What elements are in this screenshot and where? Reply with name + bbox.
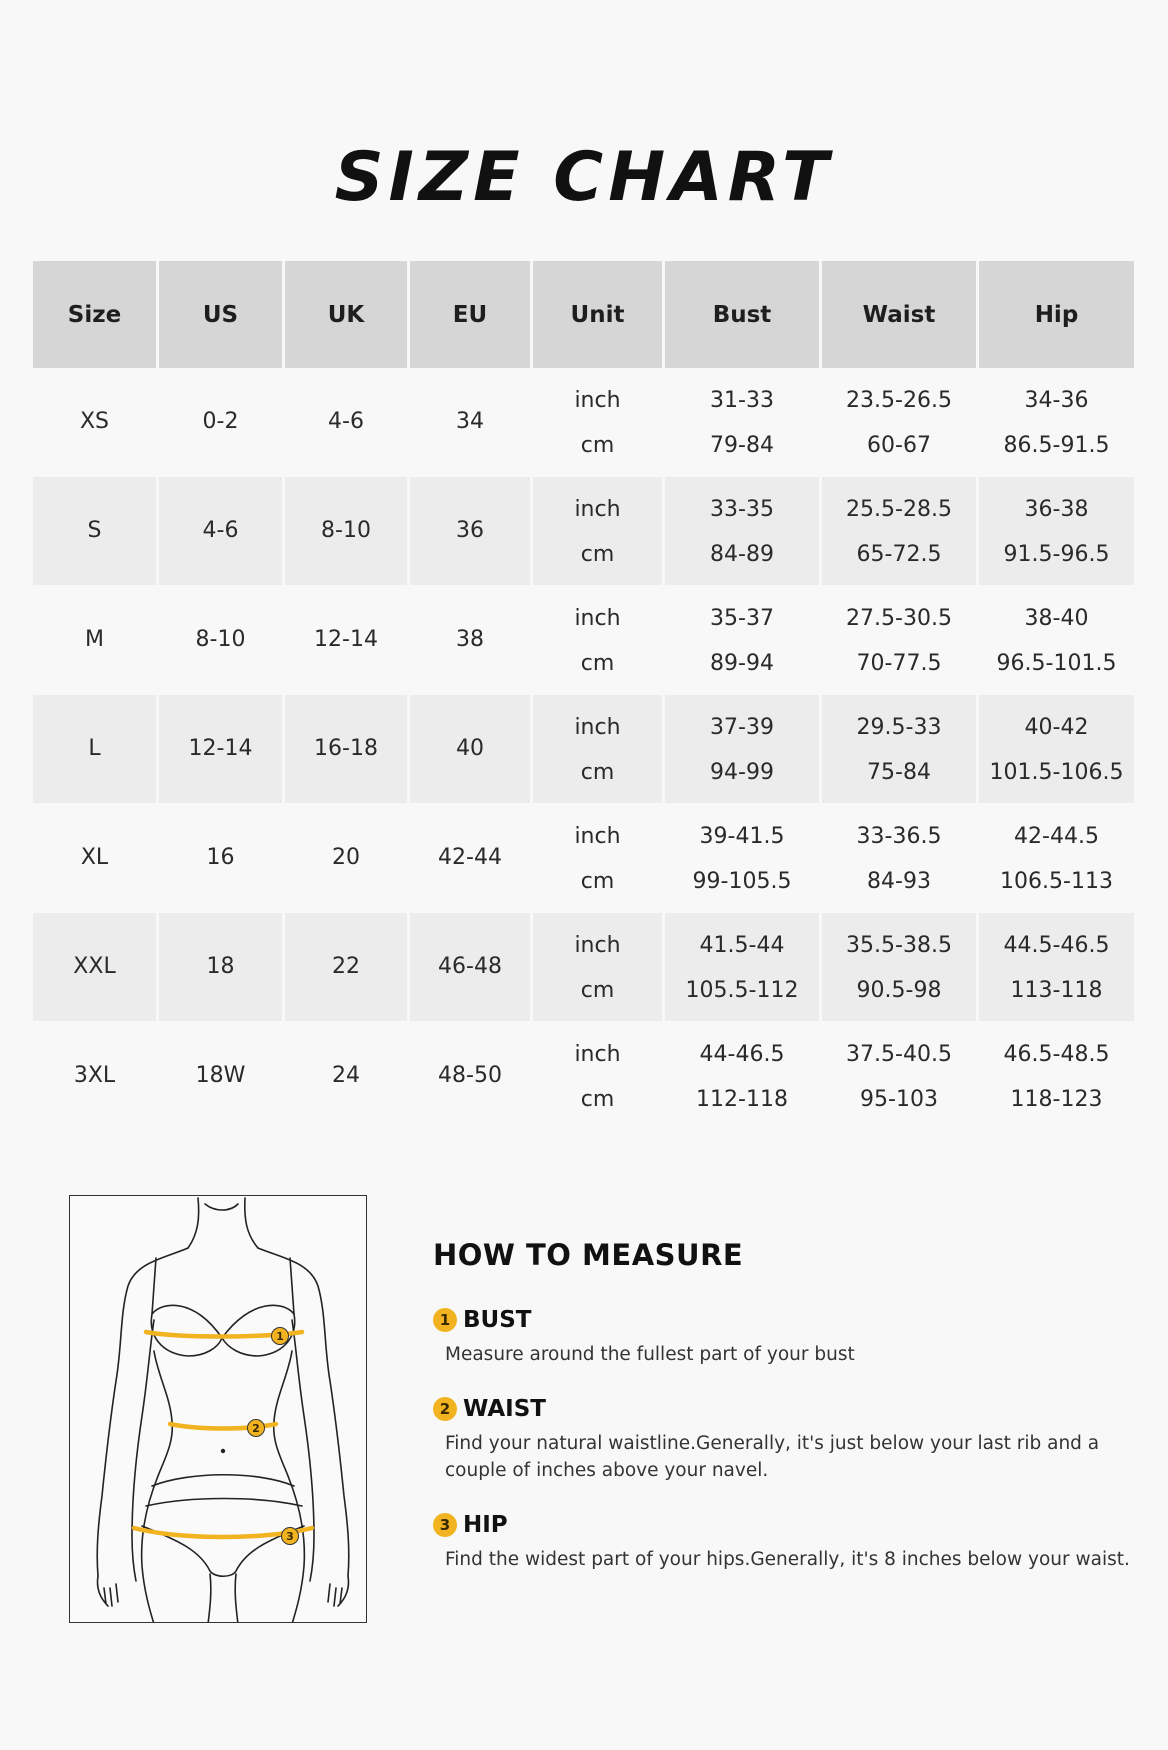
step-label: WAIST	[463, 1396, 546, 1422]
cell-eu	[410, 1022, 530, 1130]
cell-uk	[285, 804, 407, 912]
cell-unit-value: inch	[574, 714, 621, 740]
cell-uk-value: 22	[332, 954, 360, 980]
cell-bust	[665, 695, 819, 803]
svg-text:3: 3	[286, 1530, 294, 1543]
cell-bust-value: 79-84	[710, 432, 774, 458]
header-size: Size	[33, 261, 156, 368]
cell-size-value: XS	[79, 409, 110, 435]
cell-us	[159, 804, 282, 912]
cell-eu-value: 46-48	[438, 954, 502, 980]
table-row	[33, 1022, 1137, 1130]
cell-hip-value: 46.5-48.5	[1003, 1041, 1110, 1067]
cell-waist	[822, 804, 976, 912]
cell-bust	[665, 586, 819, 694]
cell-uk	[285, 913, 407, 1021]
cell-uk	[285, 368, 407, 476]
cell-us	[159, 477, 282, 585]
cell-eu-value: 42-44	[438, 845, 502, 871]
svg-text:1: 1	[276, 1330, 284, 1343]
cell-hip	[979, 368, 1134, 476]
cell-size-value: XL	[80, 845, 109, 871]
cell-waist	[822, 695, 976, 803]
cell-unit-value: inch	[574, 605, 621, 631]
step-hip	[433, 1512, 1133, 1573]
cell-uk	[285, 695, 407, 803]
cell-waist-value: 37.5-40.5	[846, 1041, 952, 1067]
cell-hip-value: 44.5-46.5	[1003, 932, 1110, 958]
cell-unit	[533, 695, 662, 803]
cell-waist	[822, 368, 976, 476]
svg-text:2: 2	[252, 1422, 260, 1435]
cell-bust	[665, 1022, 819, 1130]
header-bust: Bust	[665, 261, 819, 368]
cell-hip	[979, 695, 1134, 803]
page-title: SIZE CHART	[334, 138, 834, 217]
cell-bust-value: 99-105.5	[692, 868, 792, 894]
body-figure-illustration	[69, 1195, 367, 1623]
cell-waist	[822, 586, 976, 694]
cell-size	[33, 913, 156, 1021]
cell-hip-value: 101.5-106.5	[989, 759, 1124, 785]
cell-size	[33, 477, 156, 585]
cell-waist-value: 90.5-98	[856, 977, 942, 1003]
cell-unit	[533, 586, 662, 694]
header-us: US	[159, 261, 282, 368]
cell-waist-value: 84-93	[867, 868, 931, 894]
cell-size-value: M	[85, 627, 104, 653]
cell-bust	[665, 913, 819, 1021]
cell-hip-value: 34-36	[1024, 387, 1089, 413]
cell-unit-value: inch	[574, 1041, 621, 1067]
cell-bust-value: 39-41.5	[699, 823, 785, 849]
step-waist	[433, 1396, 1133, 1484]
cell-eu	[410, 913, 530, 1021]
body-measurement-illustration-icon	[70, 1196, 367, 1623]
cell-unit-value: inch	[574, 387, 621, 413]
cell-waist-value: 27.5-30.5	[846, 605, 952, 631]
cell-eu	[410, 368, 530, 476]
step-description: Find your natural waistline.Generally, it's just below your last rib and a couple of inches above your navel.	[445, 1433, 1100, 1481]
cell-unit-value: inch	[574, 496, 621, 522]
cell-waist	[822, 913, 976, 1021]
cell-us-value: 0-2	[202, 409, 239, 435]
table-row	[33, 586, 1137, 694]
cell-eu-value: 40	[456, 736, 484, 762]
cell-bust-value: 35-37	[710, 605, 774, 631]
cell-uk	[285, 1022, 407, 1130]
size-chart-table	[33, 261, 1137, 1131]
cell-size-value: S	[87, 518, 102, 544]
cell-size	[33, 695, 156, 803]
cell-uk-value: 4-6	[328, 409, 364, 435]
cell-size	[33, 368, 156, 476]
header-waist: Waist	[822, 261, 976, 368]
cell-uk-value: 8-10	[321, 518, 371, 544]
step-number-badge: 2	[433, 1397, 457, 1421]
cell-waist-value: 95-103	[860, 1086, 938, 1112]
cell-us-value: 12-14	[188, 736, 253, 762]
header-hip: Hip	[979, 261, 1134, 368]
header-eu: EU	[410, 261, 530, 368]
cell-waist-value: 75-84	[867, 759, 931, 785]
cell-waist-value: 60-67	[867, 432, 931, 458]
cell-us-value: 16	[206, 845, 235, 871]
step-description: Measure around the fullest part of your bust	[445, 1344, 855, 1365]
cell-eu-value: 38	[456, 627, 484, 653]
cell-unit-value: cm	[580, 1086, 615, 1112]
cell-hip	[979, 586, 1134, 694]
cell-hip-value: 38-40	[1024, 605, 1089, 631]
how-to-measure-section	[433, 1238, 1133, 1601]
cell-waist-value: 70-77.5	[856, 650, 942, 676]
cell-us-value: 18W	[195, 1063, 246, 1089]
cell-hip-value: 91.5-96.5	[1003, 541, 1110, 567]
cell-unit	[533, 913, 662, 1021]
table-row	[33, 913, 1137, 1021]
cell-hip-value: 40-42	[1024, 714, 1089, 740]
cell-hip	[979, 804, 1134, 912]
cell-bust-value: 33-35	[710, 496, 774, 522]
cell-hip-value: 106.5-113	[1000, 868, 1113, 894]
cell-bust-value: 31-33	[710, 387, 774, 413]
cell-us	[159, 1022, 282, 1130]
cell-bust-value: 94-99	[710, 759, 774, 785]
cell-unit	[533, 804, 662, 912]
cell-hip-value: 96.5-101.5	[996, 650, 1117, 676]
table-row	[33, 695, 1137, 803]
cell-uk-value: 16-18	[314, 736, 378, 762]
cell-uk-value: 24	[332, 1063, 360, 1089]
cell-eu-value: 36	[456, 518, 484, 544]
cell-us	[159, 695, 282, 803]
cell-waist	[822, 477, 976, 585]
cell-bust	[665, 804, 819, 912]
cell-unit-value: cm	[580, 650, 615, 676]
table-header-row	[33, 261, 1137, 368]
cell-bust-value: 37-39	[710, 714, 774, 740]
cell-us	[159, 913, 282, 1021]
cell-eu	[410, 804, 530, 912]
cell-unit-value: cm	[580, 541, 615, 567]
table-row	[33, 477, 1137, 585]
cell-hip-value: 42-44.5	[1014, 823, 1099, 849]
cell-size-value: 3XL	[73, 1063, 116, 1089]
table-row	[33, 368, 1137, 476]
cell-uk-value: 12-14	[314, 627, 378, 653]
cell-us-value: 8-10	[195, 627, 246, 653]
step-label: HIP	[463, 1512, 508, 1538]
cell-eu	[410, 586, 530, 694]
cell-us	[159, 586, 282, 694]
cell-hip-value: 36-38	[1024, 496, 1089, 522]
cell-size-value: L	[88, 736, 101, 762]
cell-waist-value: 23.5-26.5	[846, 387, 952, 413]
cell-unit-value: cm	[580, 432, 615, 458]
step-number-badge: 1	[433, 1308, 457, 1332]
cell-hip	[979, 913, 1134, 1021]
cell-hip	[979, 477, 1134, 585]
cell-bust-value: 105.5-112	[685, 977, 799, 1003]
cell-size-value: XXL	[73, 954, 116, 980]
cell-hip-value: 118-123	[1010, 1086, 1103, 1112]
cell-bust	[665, 368, 819, 476]
cell-bust	[665, 477, 819, 585]
cell-waist-value: 25.5-28.5	[846, 496, 952, 522]
cell-bust-value: 112-118	[696, 1086, 788, 1112]
cell-size	[33, 804, 156, 912]
cell-unit	[533, 1022, 662, 1130]
cell-waist-value: 33-36.5	[856, 823, 942, 849]
header-uk: UK	[285, 261, 407, 368]
how-to-measure-title: HOW TO MEASURE	[433, 1238, 744, 1272]
cell-eu-value: 48-50	[438, 1063, 502, 1089]
cell-bust-value: 41.5-44	[699, 932, 785, 958]
cell-unit	[533, 368, 662, 476]
table-row	[33, 804, 1137, 912]
header-unit: Unit	[533, 261, 662, 368]
step-description: Find the widest part of your hips.Generally, it's 8 inches below your waist.	[445, 1549, 1130, 1570]
cell-eu-value: 34	[456, 409, 484, 435]
cell-eu	[410, 695, 530, 803]
cell-hip	[979, 1022, 1134, 1130]
cell-unit-value: inch	[574, 932, 621, 958]
cell-waist-value: 35.5-38.5	[846, 932, 952, 958]
cell-us	[159, 368, 282, 476]
step-number-badge: 3	[433, 1513, 457, 1537]
cell-hip-value: 86.5-91.5	[1003, 432, 1110, 458]
cell-hip-value: 113-118	[1010, 977, 1103, 1003]
cell-us-value: 18	[206, 954, 235, 980]
cell-bust-value: 89-94	[710, 650, 774, 676]
cell-unit-value: cm	[580, 759, 615, 785]
cell-waist-value: 65-72.5	[856, 541, 942, 567]
cell-eu	[410, 477, 530, 585]
cell-us-value: 4-6	[202, 518, 239, 544]
table-body	[33, 368, 1137, 1130]
cell-unit-value: cm	[580, 868, 615, 894]
cell-uk-value: 20	[332, 845, 360, 871]
cell-size	[33, 1022, 156, 1130]
cell-unit	[533, 477, 662, 585]
step-label: BUST	[463, 1307, 532, 1333]
cell-bust-value: 84-89	[710, 541, 774, 567]
cell-unit-value: cm	[580, 977, 615, 1003]
step-bust	[433, 1307, 1133, 1368]
cell-size	[33, 586, 156, 694]
cell-waist	[822, 1022, 976, 1130]
cell-uk	[285, 477, 407, 585]
cell-waist-value: 29.5-33	[856, 714, 942, 740]
cell-bust-value: 44-46.5	[699, 1041, 785, 1067]
cell-unit-value: inch	[574, 823, 621, 849]
cell-uk	[285, 586, 407, 694]
